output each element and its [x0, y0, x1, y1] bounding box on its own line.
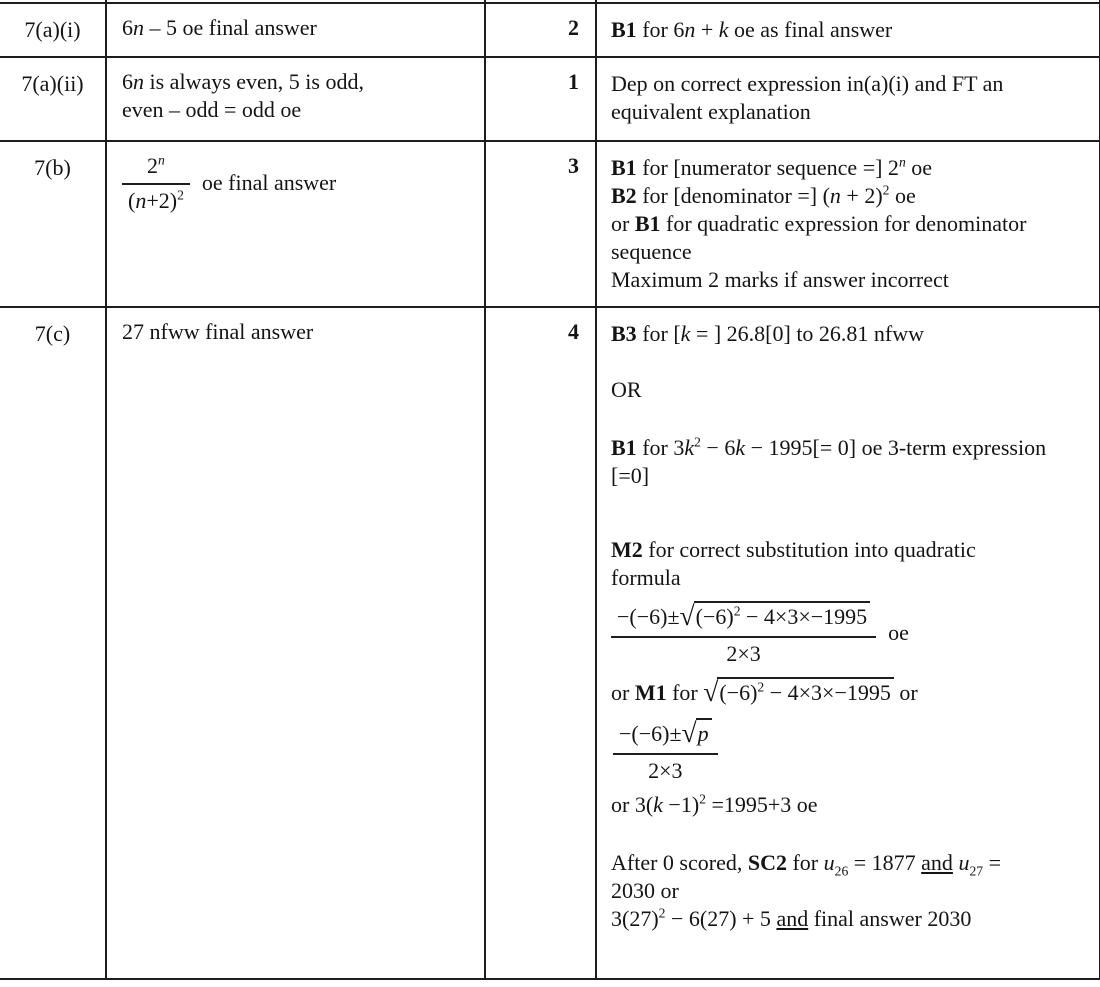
partial-marks-text: or B1 for quadratic expression for denominator: [611, 211, 1027, 236]
answer-text: even – odd = odd oe: [122, 97, 302, 122]
marks-value: 2: [568, 15, 579, 40]
partial-marks-cell: [596, 57, 1100, 141]
partial-marks-text: B2 for [denominator =] $(n + 2)^2$ oe: [611, 182, 916, 208]
partial-marks-cell: [596, 3, 1100, 57]
answer-text: 6n is always even, 5 is odd,: [122, 69, 364, 94]
marks-cell: [485, 141, 596, 307]
question-id: 7(a)(i): [24, 17, 81, 42]
question-cell: [0, 141, 106, 307]
fraction: [613, 715, 718, 785]
partial-marks-m2: formula: [611, 565, 681, 590]
question-cell: [0, 57, 106, 141]
partial-marks-text: sequence: [611, 239, 692, 264]
formula-prefix: −(−6)±: [619, 720, 682, 746]
partial-marks-b1: [=0]: [611, 463, 650, 488]
fraction-numerator: [611, 598, 876, 636]
partial-marks-or: OR: [611, 377, 642, 402]
partial-marks-cell: [596, 307, 1100, 979]
marks-value: 4: [568, 319, 579, 344]
answer-text: 27 nfww final answer: [122, 319, 314, 344]
answer-cell: [106, 57, 485, 141]
answer-text: 6n – 5 oe final answer: [122, 15, 317, 40]
partial-marks-text: Maximum 2 marks if answer incorrect: [611, 267, 949, 292]
table-row-7ai: [0, 3, 1100, 57]
quadratic-formula-expression: [611, 598, 1091, 668]
partial-marks-sc2: 2030 or: [611, 877, 679, 903]
formula-suffix: or: [893, 679, 918, 705]
marks-value: 1: [568, 69, 579, 94]
partial-marks-cell: [596, 141, 1100, 307]
oe-label: oe: [888, 619, 909, 645]
question-id: 7(b): [34, 155, 71, 180]
fraction: [122, 152, 190, 215]
answer-cell: [106, 3, 485, 57]
question-cell: [0, 3, 106, 57]
fraction-numerator: [613, 715, 718, 753]
sqrt-radical: [682, 721, 712, 746]
partial-marks-text: B1 for [numerator sequence =] 2$^n$ oe: [611, 154, 933, 180]
table-row-7aii: [0, 57, 1100, 141]
radicand: $(-6)^2 - 4\times 3\times-1995$: [717, 677, 894, 707]
question-id: 7(c): [34, 321, 71, 346]
answer-cell: [106, 141, 485, 307]
marks-cell: [485, 57, 596, 141]
answer-fraction-expression: [122, 152, 476, 215]
partial-marks-sc2: $3(27)^2 - 6(27) + 5$ and final answer 2030: [611, 905, 972, 931]
fraction-denominator: 2×3: [613, 753, 718, 785]
partial-marks-sc2: After 0 scored, SC2 for $u_{26} = 1877$ and $u_{27}$ =: [611, 849, 1001, 879]
partial-marks-b1: B1 for $3k^2 - 6k - 1995[= 0]$ oe 3-term expression: [611, 434, 1047, 460]
marks-cell: [485, 3, 596, 57]
fraction: [611, 598, 876, 668]
p-fraction-expression: [611, 715, 1091, 785]
table-row-7b: [0, 141, 1100, 307]
radicand: $(-6)^2 - 4\times 3\times-1995$: [694, 601, 871, 631]
answer-cell: [106, 307, 485, 979]
fraction-denominator: $(n+2)^2$: [122, 183, 190, 215]
partial-marks-b3: B3 for [k = ] 26.8[0] to 26.81 nfww: [611, 321, 925, 346]
question-cell: [0, 307, 106, 979]
table-row-7c: [0, 307, 1100, 979]
formula-prefix: or M1 for: [611, 679, 704, 705]
partial-marks-m1: [611, 674, 1091, 709]
partial-marks-m2: M2 for correct substitution into quadratic: [611, 537, 976, 562]
marks-value: 3: [568, 153, 579, 178]
marks-cell: [485, 307, 596, 979]
radicand: p: [696, 718, 712, 748]
sqrt-radical: [680, 604, 871, 629]
partial-marks-text: equivalent explanation: [611, 99, 811, 124]
formula-prefix: −(−6)±: [617, 604, 680, 629]
sqrt-radical: [703, 680, 894, 705]
partial-marks-text: B1 for 6n + k oe as final answer: [611, 17, 893, 42]
partial-marks-text: Dep on correct expression in(a)(i) and FT an: [611, 71, 1004, 96]
partial-marks-alt: or $3(k -1)^2 =1995+3$ oe: [611, 791, 818, 817]
fraction-denominator: 2×3: [611, 636, 876, 668]
fraction-numerator: 2$^n$: [147, 152, 165, 178]
question-id: 7(a)(ii): [21, 71, 84, 96]
answer-text: oe final answer: [201, 170, 337, 196]
